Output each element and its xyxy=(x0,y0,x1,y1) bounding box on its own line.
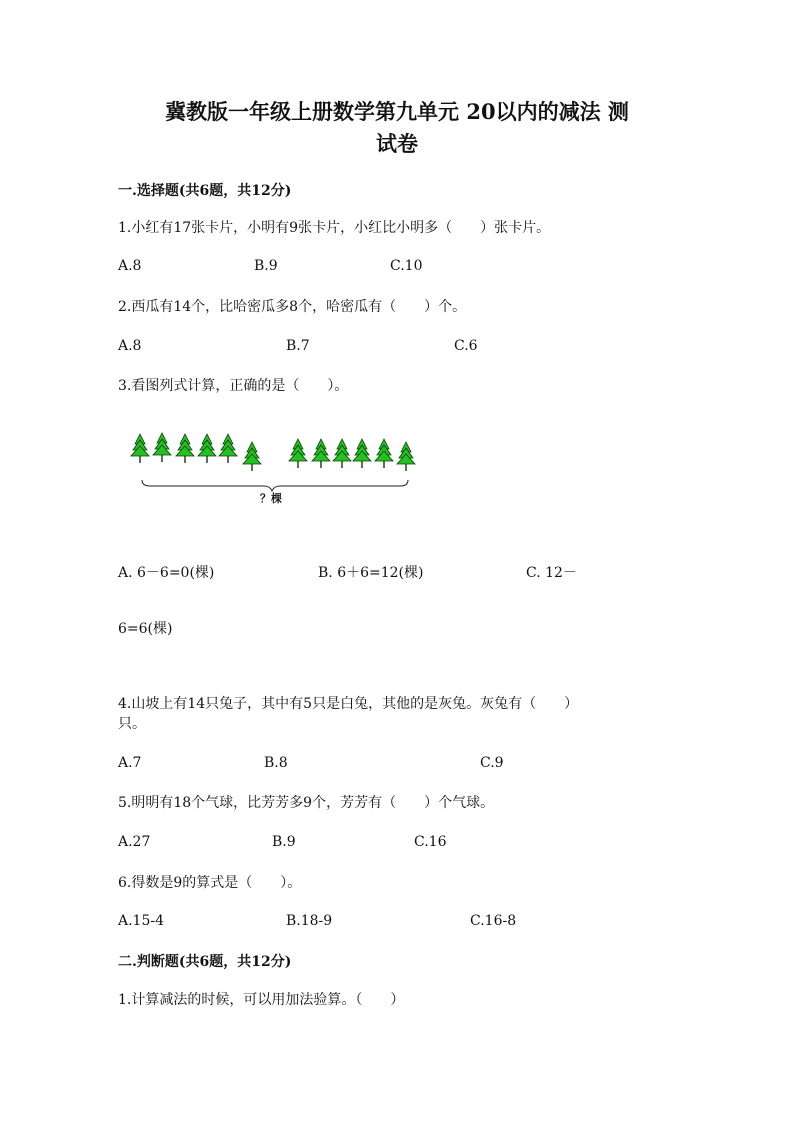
question-3-option-c-wrap: 6=6(棵) xyxy=(118,621,173,637)
tree-icon xyxy=(312,439,330,468)
exam-title xyxy=(120,96,674,160)
question-6-option-a: A.15-4 xyxy=(118,913,165,929)
question-2-option-c: C.6 xyxy=(454,338,478,354)
question-3: 3.看图列式计算，正确的是（ ）。 xyxy=(118,378,349,394)
question-5-option-a: A.27 xyxy=(118,834,151,850)
title-line-1: 冀教版一年级上册数学第九单元 20以内的减法 测 xyxy=(165,99,629,124)
tree-figure xyxy=(128,432,420,507)
question-6: 6.得数是9的算式是（ ）。 xyxy=(118,875,302,891)
section-heading-choice: 一.选择题(共6题，共12分) xyxy=(118,183,292,199)
judge-question-1: 1.计算减法的时候，可以用加法验算。（ ） xyxy=(118,992,405,1008)
tree-icon xyxy=(289,439,307,468)
question-6-option-b: B.18-9 xyxy=(286,913,333,929)
tree-icon xyxy=(219,434,237,463)
question-2: 2.西瓜有14个，比哈密瓜多8个，哈密瓜有（ ）个。 xyxy=(118,299,467,315)
question-1-option-b: B.9 xyxy=(254,258,278,274)
question-4-option-b: B.8 xyxy=(264,755,288,771)
tree-icon xyxy=(243,442,261,471)
question-4-line-1: 4.山坡上有14只兔子，其中有5只是白兔，其他的是灰兔。灰兔有（ ） xyxy=(118,696,579,712)
question-3-option-c: C. 12－ xyxy=(526,565,577,581)
question-1-option-a: A.8 xyxy=(118,258,142,274)
section-heading-judge: 二.判断题(共6题，共12分) xyxy=(118,954,292,970)
tree-icon xyxy=(353,439,371,468)
question-4-option-c: C.9 xyxy=(480,755,504,771)
question-5: 5.明明有18个气球，比芳芳多9个，芳芳有（ ）个气球。 xyxy=(118,795,495,811)
tree-icon xyxy=(131,434,149,463)
question-5-option-b: B.9 xyxy=(272,834,296,850)
tree-icon xyxy=(333,439,351,468)
tree-icon xyxy=(198,434,216,463)
question-5-option-c: C.16 xyxy=(414,834,447,850)
question-3-option-b: B. 6＋6=12(棵) xyxy=(318,565,424,581)
tree-icon xyxy=(375,439,393,468)
brace xyxy=(142,480,408,491)
question-4-line-2: 只。 xyxy=(118,716,146,732)
question-6-option-c: C.16-8 xyxy=(470,913,517,929)
question-2-option-b: B.7 xyxy=(286,338,310,354)
question-4-option-a: A.7 xyxy=(118,755,142,771)
question-1: 1.小红有17张卡片，小明有9张卡片，小红比小明多（ ）张卡片。 xyxy=(118,220,551,236)
title-line-2: 试卷 xyxy=(376,131,418,156)
question-2-option-a: A.8 xyxy=(118,338,142,354)
question-3-option-a: A. 6－6=0(棵) xyxy=(118,565,215,581)
tree-illustration xyxy=(128,432,420,507)
question-1-option-c: C.10 xyxy=(390,258,423,274)
tree-icon xyxy=(153,433,171,462)
tree-icon xyxy=(397,442,415,471)
tree-icon xyxy=(176,434,194,463)
figure-label: ？棵 xyxy=(260,492,282,505)
